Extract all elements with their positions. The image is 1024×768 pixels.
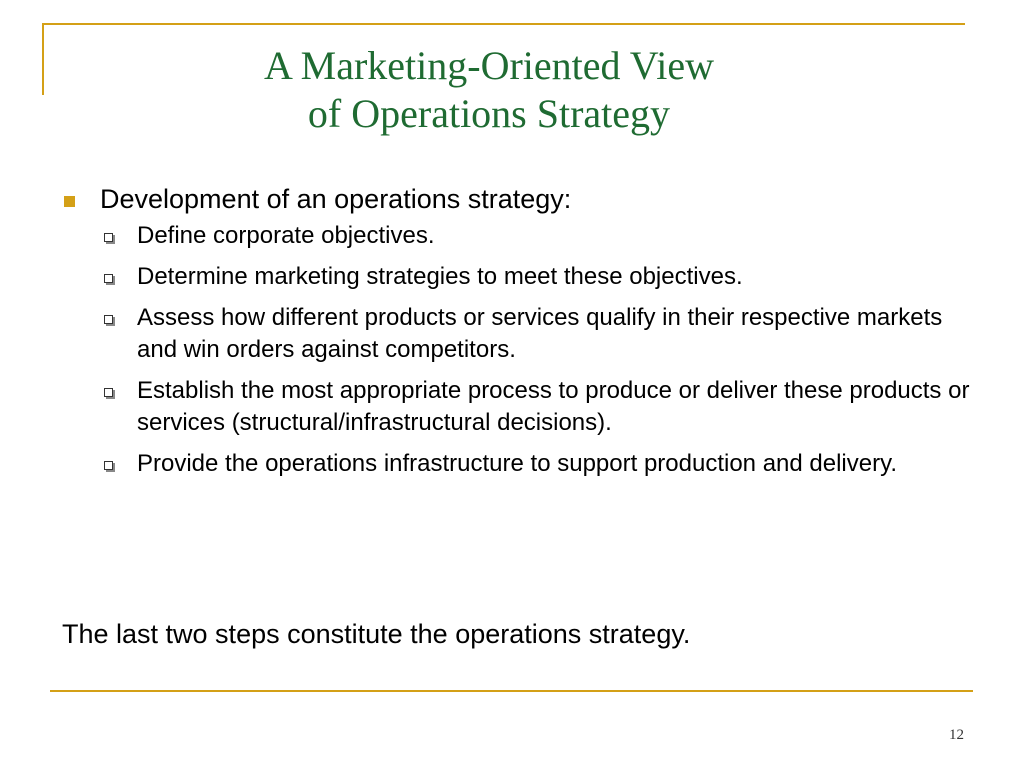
sub-bullet: [62, 302, 972, 366]
checkbox-bullet-icon: [104, 315, 113, 324]
title-line-2: of Operations Strategy: [307, 91, 671, 136]
slide-body: [62, 182, 972, 489]
bottom-rule: [50, 690, 973, 692]
sub-bullet: [62, 220, 972, 252]
checkbox-bullet-icon: [104, 461, 113, 470]
square-bullet-icon: [64, 196, 75, 207]
sub-bullet: [62, 261, 972, 293]
checkbox-bullet-icon: [104, 233, 113, 242]
page-number: 12: [949, 727, 964, 743]
main-bullet-text: Development of an operations strategy:: [100, 184, 572, 214]
slide-title: [44, 42, 934, 138]
checkbox-bullet-icon: [104, 274, 113, 283]
top-rule: [42, 23, 965, 25]
sub-bullet: [62, 448, 972, 480]
main-bullet: [62, 182, 972, 216]
sub-bullet-list: [62, 220, 972, 480]
sub-bullet-text: Provide the operations infrastructure to support production and delivery.: [137, 450, 897, 477]
title-line-1: A Marketing-Oriented View: [263, 43, 715, 88]
sub-bullet-text: Define corporate objectives.: [137, 222, 435, 249]
conclusion-text: The last two steps constitute the operations strategy.: [62, 619, 691, 649]
sub-bullet-text: Establish the most appropriate process to produce or deliver these products or services (structural/infrastructural decisions).: [137, 377, 970, 436]
sub-bullet: [62, 375, 972, 439]
checkbox-bullet-icon: [104, 388, 113, 397]
sub-bullet-text: Assess how different products or services qualify in their respective markets and win orders against competitors.: [137, 304, 943, 363]
sub-bullet-text: Determine marketing strategies to meet these objectives.: [137, 263, 743, 290]
